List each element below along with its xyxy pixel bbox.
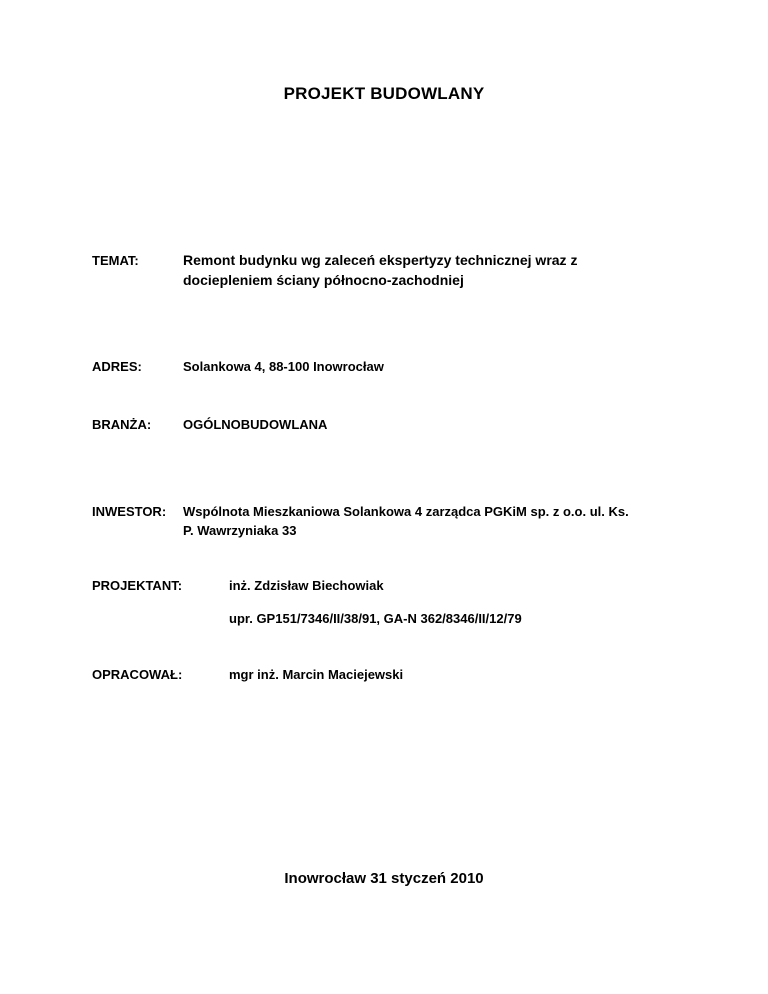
inwestor-value <box>183 502 743 540</box>
inwestor-line-2: P. Wawrzyniaka 33 <box>183 523 297 538</box>
inwestor-line-1: Wspólnota Mieszkaniowa Solankowa 4 zarządca PGKiM sp. z o.o. ul. Ks. <box>183 504 629 519</box>
inwestor-label: INWESTOR: <box>92 504 167 519</box>
temat-value <box>183 250 703 290</box>
adres-value: Solankowa 4, 88-100 Inowrocław <box>183 359 384 374</box>
page-title: PROJEKT BUDOWLANY <box>283 84 485 103</box>
projektant-label: PROJEKTANT: <box>92 578 183 593</box>
temat-label: TEMAT: <box>92 253 139 268</box>
footer-place-date: Inowrocław 31 styczeń 2010 <box>284 870 484 887</box>
opracowal-name: mgr inż. Marcin Maciejewski <box>229 667 404 682</box>
projektant-license: upr. GP151/7346/II/38/91, GA-N 362/8346/II/12/79 <box>229 611 522 626</box>
temat-line-1: Remont budynku wg zaleceń ekspertyzy technicznej wraz z <box>183 252 578 268</box>
projektant-name: inż. Zdzisław Biechowiak <box>229 578 384 593</box>
temat-line-2: dociepleniem ściany północno-zachodniej <box>183 272 464 288</box>
branza-value: OGÓLNOBUDOWLANA <box>183 417 328 432</box>
branza-label: BRANŻA: <box>92 417 152 432</box>
adres-label: ADRES: <box>92 359 142 374</box>
opracowal-label: OPRACOWAŁ: <box>92 667 183 682</box>
